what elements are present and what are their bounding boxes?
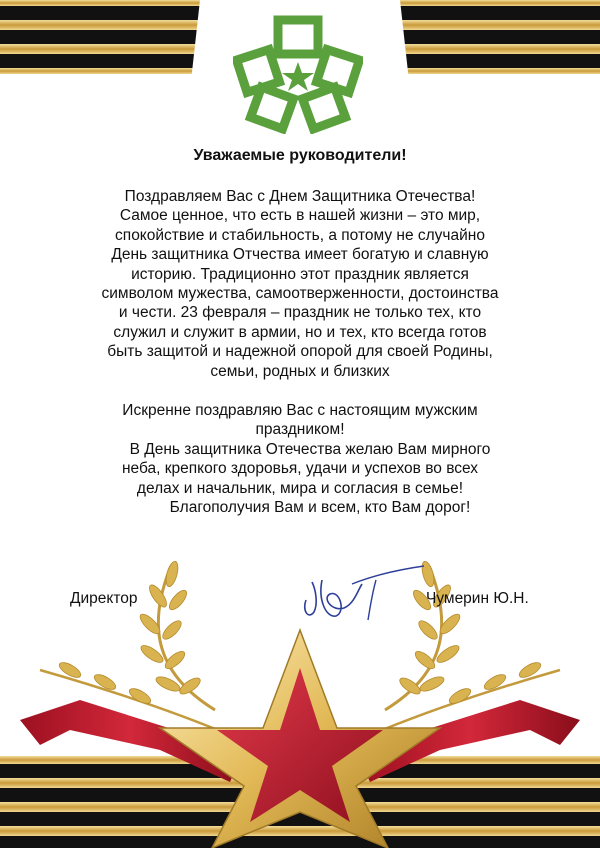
letter-line: Самое ценное, что есть в нашей жизни – это мир, [119,207,481,225]
letter-body [50,147,550,518]
letter-line: праздником! [255,421,345,439]
letter-line: историю. Традиционно этот праздник является [131,265,469,283]
letter-line: Искренне поздравляю Вас с настоящим мужским [122,402,478,420]
letter-line: служил и служит в армии, но и тех, кто всегда готов [113,323,487,341]
letter-line: семьи, родных и близких [210,362,390,380]
organization-logo-icon [233,14,363,134]
letter-line: Благополучия Вам и всем, кто Вам дорог! [169,499,471,517]
letter-line: быть защитой и надежной опорой для своей Родины, [107,343,493,361]
letter-line: делах и начальник, мира и согласия в семье! [136,479,464,497]
letter-line: День защитника Отчества имеет богатую и славную [111,246,489,264]
letter-line: символом мужества, самоотверженности, достоинства [101,285,499,303]
signer-name: Чумерин Ю.Н. [426,590,529,607]
letter-line: Поздравляем Вас с Днем Защитника Отечества! [124,188,476,205]
letter-line: В День защитника Отечества желаю Вам мирного [129,440,491,458]
letter-line: неба, крепкого здоровья, удачи и успехов во всех [121,460,479,478]
signer-title: Директор [70,590,138,607]
letter-line: спокойствие и стабильность, а потому не случайно [115,226,485,244]
handwritten-signature-icon [292,560,432,630]
letter-line: и чести. 23 февраля – праздник не только тех, кто [118,304,482,322]
letter-paragraph-1 [50,187,550,381]
letter-greeting: Уважаемые руководители! [193,147,407,164]
letter-paragraph-2 [50,401,550,517]
